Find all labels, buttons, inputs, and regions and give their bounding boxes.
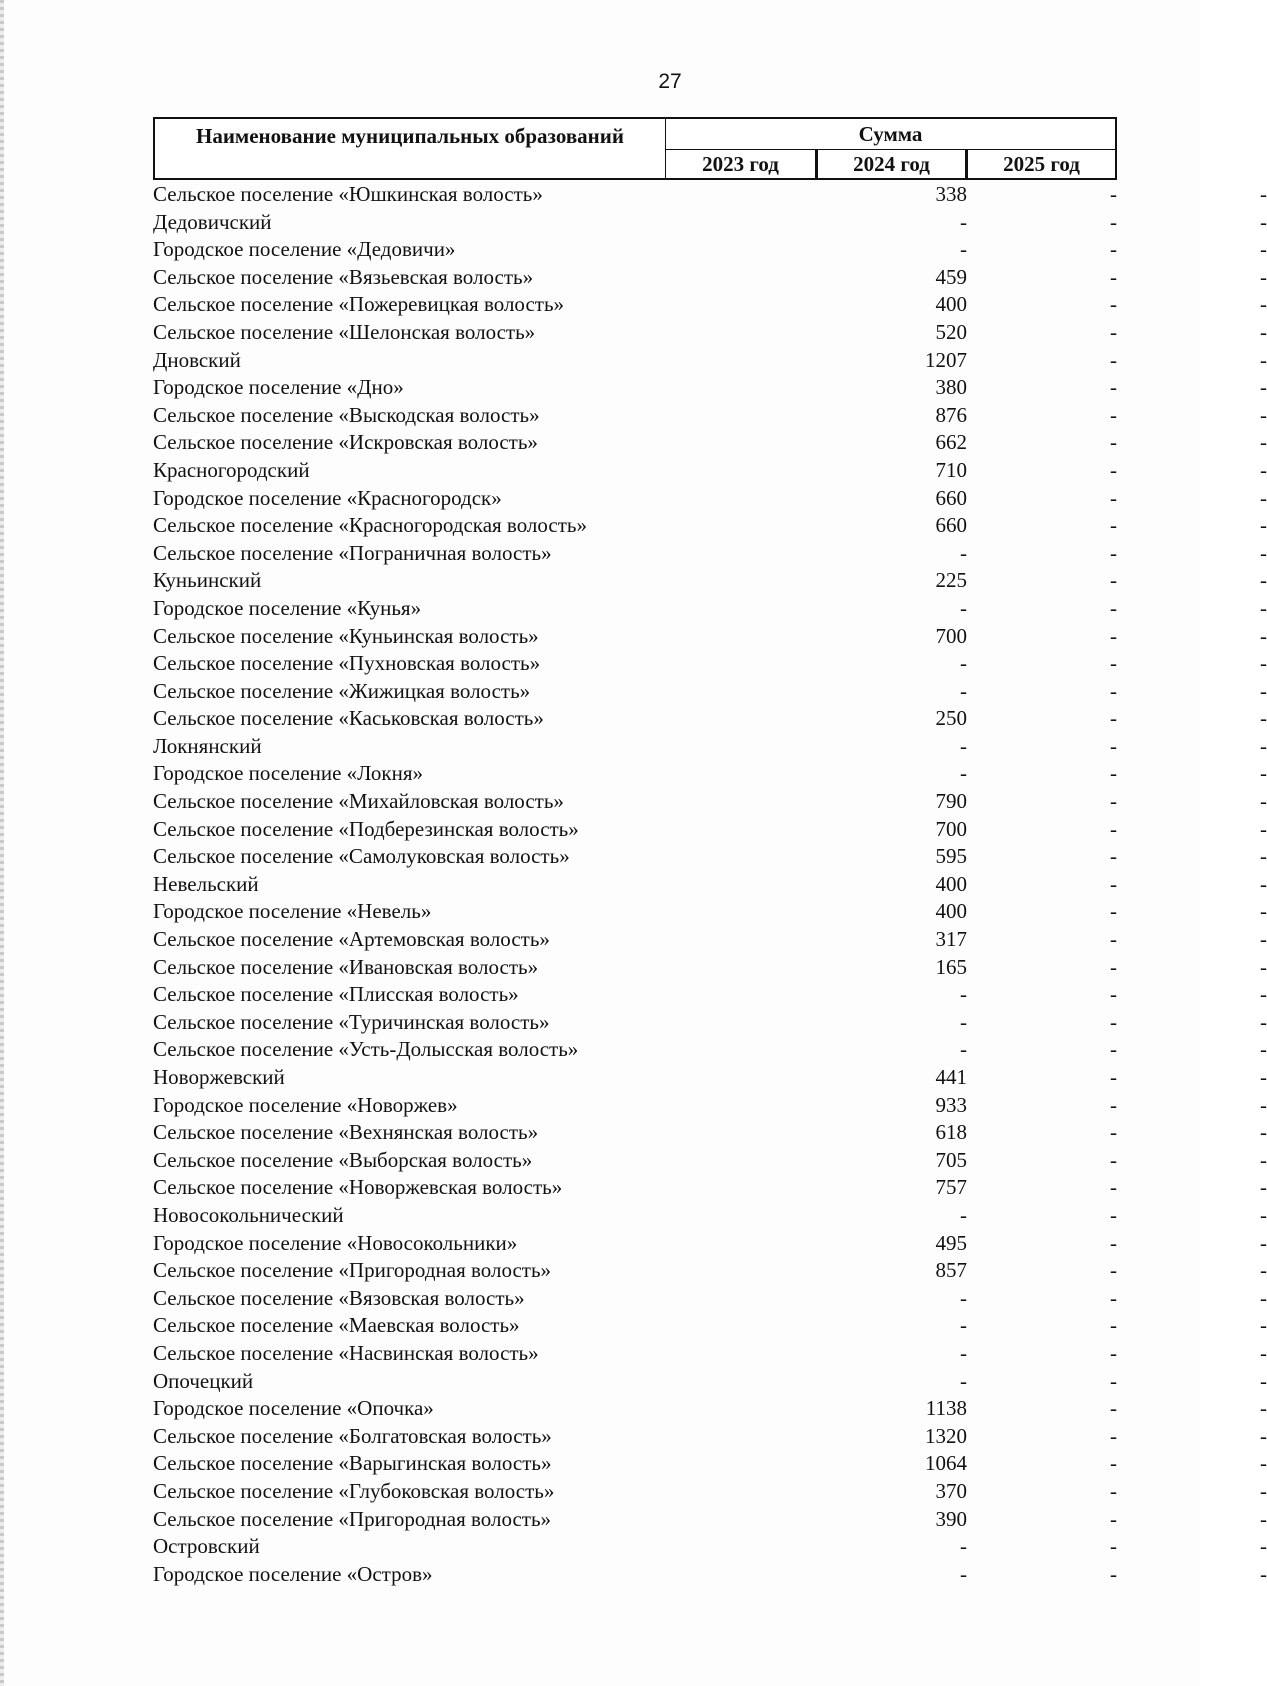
table-row (153, 788, 1267, 816)
value-2024: - (1110, 1092, 1117, 1117)
value-2025: - (1260, 209, 1267, 234)
value-2024: - (1110, 1534, 1117, 1559)
value-2023: 857 (935, 1258, 967, 1283)
value-2023: - (960, 651, 967, 676)
scan-edge (0, 0, 4, 1686)
value-2025: - (1260, 1147, 1267, 1172)
value-2023: 338 (935, 182, 967, 206)
value-2024: - (1110, 319, 1117, 344)
value-2024: - (1110, 871, 1117, 896)
value-2024: - (1110, 264, 1117, 289)
value-2024: - (1110, 1313, 1117, 1338)
table-row (153, 705, 1267, 733)
value-2024: - (1110, 844, 1117, 869)
value-2023: 400 (935, 292, 967, 317)
value-2025: - (1260, 871, 1267, 896)
value-2024: - (1110, 761, 1117, 786)
municipality-name: Невельский (153, 871, 259, 896)
value-2024: - (1110, 292, 1117, 317)
value-2023: - (960, 1202, 967, 1227)
value-2023: - (960, 1313, 967, 1338)
municipality-name: Сельское поселение «Пограничная волость» (153, 540, 552, 565)
value-2024: - (1110, 1230, 1117, 1255)
table-row (153, 1561, 1267, 1589)
value-2023: 757 (935, 1175, 967, 1200)
value-2024: - (1110, 1423, 1117, 1448)
value-2023: 705 (935, 1147, 967, 1172)
table-row (153, 181, 1267, 209)
table-row (153, 954, 1267, 982)
table-row (153, 1312, 1267, 1340)
value-2025: - (1260, 1202, 1267, 1227)
value-2025: - (1260, 1285, 1267, 1310)
value-2023: 710 (935, 457, 967, 482)
header-sum-column: Сумма (665, 117, 1117, 150)
header-year-2024: 2024 год (816, 149, 967, 180)
value-2023: - (960, 1285, 967, 1310)
value-2025: - (1260, 623, 1267, 648)
table-row (153, 760, 1267, 788)
table-row (153, 816, 1267, 844)
value-2023: - (960, 1340, 967, 1365)
value-2024: - (1110, 927, 1117, 952)
value-2024: - (1110, 899, 1117, 924)
value-2025: - (1260, 927, 1267, 952)
municipality-name: Сельское поселение «Маевская волость» (153, 1313, 520, 1338)
value-2023: 660 (935, 513, 967, 538)
municipality-name: Сельское поселение «Пригородная волость» (153, 1258, 552, 1283)
municipality-name: Сельское поселение «Подберезинская волость» (153, 816, 579, 841)
table-row (153, 512, 1267, 540)
municipality-name: Сельское поселение «Куньинская волость» (153, 623, 539, 648)
value-2024: - (1110, 1147, 1117, 1172)
value-2024: - (1110, 513, 1117, 538)
value-2025: - (1260, 1423, 1267, 1448)
table-row (153, 264, 1267, 292)
table-row (153, 843, 1267, 871)
value-2023: 165 (935, 954, 967, 979)
value-2025: - (1260, 513, 1267, 538)
value-2023: - (960, 982, 967, 1007)
value-2024: - (1110, 1478, 1117, 1503)
value-2023: 400 (935, 899, 967, 924)
municipality-name: Сельское поселение «Шелонская волость» (153, 319, 536, 344)
value-2023: 380 (935, 375, 967, 400)
table-row (153, 485, 1267, 513)
value-2023: 790 (935, 789, 967, 814)
value-2024: - (1110, 706, 1117, 731)
value-2025: - (1260, 1175, 1267, 1200)
table-row (153, 1064, 1267, 1092)
value-2025: - (1260, 1396, 1267, 1421)
value-2025: - (1260, 982, 1267, 1007)
value-2025: - (1260, 1451, 1267, 1476)
municipality-name: Городское поселение «Красногородск» (153, 485, 502, 510)
value-2023: 400 (935, 871, 967, 896)
municipality-name: Сельское поселение «Насвинская волость» (153, 1340, 539, 1365)
table-body (153, 181, 1267, 1588)
table-row (153, 981, 1267, 1009)
value-2025: - (1260, 540, 1267, 565)
value-2024: - (1110, 1506, 1117, 1531)
municipality-name: Дновский (153, 347, 241, 372)
value-2023: 520 (935, 319, 967, 344)
value-2023: - (960, 678, 967, 703)
municipality-name: Сельское поселение «Новоржевская волость» (153, 1175, 563, 1200)
value-2024: - (1110, 1065, 1117, 1089)
municipality-name: Сельское поселение «Варыгинская волость» (153, 1451, 552, 1476)
value-2024: - (1110, 1258, 1117, 1283)
table-row (153, 1506, 1267, 1534)
table-row (153, 678, 1267, 706)
value-2025: - (1260, 237, 1267, 262)
table-row (153, 1368, 1267, 1396)
value-2024: - (1110, 375, 1117, 400)
value-2025: - (1260, 1340, 1267, 1365)
value-2023: - (960, 540, 967, 565)
header-name-column: Наименование муниципальных образований (153, 117, 666, 180)
municipality-name: Городское поселение «Кунья» (153, 595, 422, 620)
value-2024: - (1110, 651, 1117, 676)
value-2025: - (1260, 292, 1267, 317)
value-2024: - (1110, 237, 1117, 262)
value-2023: - (960, 237, 967, 262)
value-2023: 441 (935, 1065, 967, 1089)
table-row (153, 1450, 1267, 1478)
table-row (153, 926, 1267, 954)
municipality-name: Сельское поселение «Пригородная волость» (153, 1506, 552, 1531)
table-row (153, 1423, 1267, 1451)
value-2025: - (1260, 1506, 1267, 1531)
table-row (153, 1202, 1267, 1230)
value-2024: - (1110, 1340, 1117, 1365)
value-2023: - (960, 761, 967, 786)
value-2025: - (1260, 844, 1267, 869)
value-2024: - (1110, 485, 1117, 510)
table-row (153, 1092, 1267, 1120)
municipality-name: Куньинский (153, 568, 262, 593)
municipality-name: Сельское поселение «Ивановская волость» (153, 954, 539, 979)
value-2025: - (1260, 761, 1267, 786)
value-2025: - (1260, 954, 1267, 979)
table-row (153, 1009, 1267, 1037)
table-row (153, 898, 1267, 926)
municipality-name: Сельское поселение «Вязьевская волость» (153, 264, 534, 289)
municipality-name: Локнянский (153, 733, 262, 758)
table-row (153, 871, 1267, 899)
value-2025: - (1260, 1534, 1267, 1559)
table-row (153, 1533, 1267, 1561)
table-row (153, 209, 1267, 237)
value-2023: 459 (935, 264, 967, 289)
value-2023: 595 (935, 844, 967, 869)
municipality-name: Новоржевский (153, 1065, 285, 1089)
municipality-name: Городское поселение «Локня» (153, 761, 423, 786)
value-2024: - (1110, 678, 1117, 703)
municipality-name: Сельское поселение «Артемовская волость» (153, 927, 550, 952)
value-2024: - (1110, 457, 1117, 482)
municipality-name: Сельское поселение «Болгатовская волость» (153, 1423, 552, 1448)
value-2025: - (1260, 1120, 1267, 1145)
value-2024: - (1110, 623, 1117, 648)
table-row (153, 595, 1267, 623)
table-row (153, 236, 1267, 264)
table-row (153, 1478, 1267, 1506)
value-2023: - (960, 1561, 967, 1586)
value-2024: - (1110, 1175, 1117, 1200)
value-2024: - (1110, 347, 1117, 372)
table-row (153, 402, 1267, 430)
table-row (153, 1340, 1267, 1368)
value-2023: 1138 (925, 1396, 967, 1421)
value-2024: - (1110, 568, 1117, 593)
municipality-name: Сельское поселение «Самолуковская волость» (153, 844, 570, 869)
municipality-name: Городское поселение «Опочка» (153, 1396, 434, 1421)
value-2025: - (1260, 457, 1267, 482)
municipality-name: Сельское поселение «Пожеревицкая волость» (153, 292, 565, 317)
value-2025: - (1260, 595, 1267, 620)
value-2024: - (1110, 1285, 1117, 1310)
value-2025: - (1260, 789, 1267, 814)
value-2025: - (1260, 1009, 1267, 1034)
page-number: 27 (658, 70, 682, 93)
value-2025: - (1260, 347, 1267, 372)
table-row (153, 1147, 1267, 1175)
value-2024: - (1110, 733, 1117, 758)
value-2023: - (960, 1037, 967, 1062)
value-2023: 495 (935, 1230, 967, 1255)
value-2024: - (1110, 1396, 1117, 1421)
value-2025: - (1260, 182, 1267, 206)
table-row (153, 1036, 1267, 1064)
value-2025: - (1260, 678, 1267, 703)
municipality-name: Городское поселение «Дно» (153, 375, 404, 400)
value-2024: - (1110, 1561, 1117, 1586)
table-row (153, 429, 1267, 457)
value-2025: - (1260, 1092, 1267, 1117)
table-row (153, 347, 1267, 375)
value-2025: - (1260, 1368, 1267, 1393)
value-2024: - (1110, 954, 1117, 979)
municipality-name: Сельское поселение «Искровская волость» (153, 430, 538, 455)
value-2024: - (1110, 1120, 1117, 1145)
value-2025: - (1260, 1065, 1267, 1089)
value-2024: - (1110, 209, 1117, 234)
value-2024: - (1110, 1451, 1117, 1476)
value-2023: 660 (935, 485, 967, 510)
value-2024: - (1110, 982, 1117, 1007)
value-2024: - (1110, 595, 1117, 620)
municipality-name: Сельское поселение «Пухновская волость» (153, 651, 541, 676)
value-2023: - (960, 733, 967, 758)
value-2025: - (1260, 706, 1267, 731)
value-2024: - (1110, 1009, 1117, 1034)
value-2025: - (1260, 430, 1267, 455)
municipality-name: Сельское поселение «Выборская волость» (153, 1147, 533, 1172)
value-2025: - (1260, 1313, 1267, 1338)
municipality-name: Сельское поселение «Михайловская волость» (153, 789, 564, 814)
municipality-name: Опочецкий (153, 1368, 254, 1393)
value-2024: - (1110, 789, 1117, 814)
value-2025: - (1260, 1258, 1267, 1283)
value-2025: - (1260, 733, 1267, 758)
municipality-name: Сельское поселение «Каськовская волость» (153, 706, 544, 731)
value-2025: - (1260, 899, 1267, 924)
value-2023: 933 (935, 1092, 967, 1117)
value-2025: - (1260, 568, 1267, 593)
value-2024: - (1110, 816, 1117, 841)
municipality-name: Дедовичский (153, 209, 272, 234)
value-2025: - (1260, 1230, 1267, 1255)
municipality-name: Новосокольнический (153, 1202, 344, 1227)
value-2024: - (1110, 540, 1117, 565)
municipality-name: Сельское поселение «Выскодская волость» (153, 402, 540, 427)
value-2025: - (1260, 264, 1267, 289)
value-2023: 225 (935, 568, 967, 593)
value-2024: - (1110, 430, 1117, 455)
municipality-name: Сельское поселение «Жижицкая волость» (153, 678, 531, 703)
value-2025: - (1260, 1037, 1267, 1062)
table-row (153, 1257, 1267, 1285)
value-2023: 662 (935, 430, 967, 455)
header-year-2025: 2025 год (966, 149, 1117, 180)
table-row (153, 1174, 1267, 1202)
value-2024: - (1110, 1368, 1117, 1393)
municipality-name: Красногородский (153, 457, 310, 482)
municipality-name: Сельское поселение «Глубоковская волость» (153, 1478, 555, 1503)
municipality-name: Городское поселение «Новосокольники» (153, 1230, 518, 1255)
value-2023: - (960, 1009, 967, 1034)
value-2023: 1320 (925, 1423, 967, 1448)
value-2023: 700 (935, 816, 967, 841)
municipality-name: Островский (153, 1534, 260, 1559)
table-row (153, 1285, 1267, 1313)
value-2025: - (1260, 1561, 1267, 1586)
table-row (153, 733, 1267, 761)
value-2025: - (1260, 1478, 1267, 1503)
value-2023: 700 (935, 623, 967, 648)
table-row (153, 1119, 1267, 1147)
value-2023: 618 (935, 1120, 967, 1145)
municipality-name: Городское поселение «Новоржев» (153, 1092, 458, 1117)
value-2025: - (1260, 319, 1267, 344)
value-2023: 1207 (925, 347, 967, 372)
value-2023: - (960, 595, 967, 620)
municipality-name: Городское поселение «Дедовичи» (153, 237, 456, 262)
value-2024: - (1110, 182, 1117, 206)
value-2025: - (1260, 651, 1267, 676)
municipality-name: Городское поселение «Остров» (153, 1561, 433, 1586)
header-year-2023: 2023 год (665, 149, 817, 180)
municipality-name: Сельское поселение «Вязовская волость» (153, 1285, 525, 1310)
value-2023: - (960, 209, 967, 234)
table-row (153, 1395, 1267, 1423)
value-2024: - (1110, 1202, 1117, 1227)
table-row (153, 1230, 1267, 1258)
municipality-name: Сельское поселение «Вехнянская волость» (153, 1120, 539, 1145)
value-2024: - (1110, 402, 1117, 427)
value-2023: - (960, 1368, 967, 1393)
value-2023: 250 (935, 706, 967, 731)
value-2025: - (1260, 816, 1267, 841)
municipality-name: Сельское поселение «Юшкинская волость» (153, 182, 543, 206)
value-2023: 1064 (925, 1451, 967, 1476)
municipality-name: Сельское поселение «Усть-Долысская волость» (153, 1037, 579, 1062)
value-2023: 370 (935, 1478, 967, 1503)
table-row (153, 291, 1267, 319)
value-2023: - (960, 1534, 967, 1559)
municipality-name: Сельское поселение «Туричинская волость» (153, 1009, 550, 1034)
table-row (153, 623, 1267, 651)
table-row (153, 650, 1267, 678)
municipality-name: Сельское поселение «Плисская волость» (153, 982, 519, 1007)
table-row (153, 319, 1267, 347)
value-2023: 390 (935, 1506, 967, 1531)
table-row (153, 540, 1267, 568)
value-2024: - (1110, 1037, 1117, 1062)
municipality-name: Сельское поселение «Красногородская волость» (153, 513, 587, 538)
value-2023: 317 (935, 927, 967, 952)
table-row (153, 374, 1267, 402)
value-2025: - (1260, 402, 1267, 427)
table-row (153, 457, 1267, 485)
value-2025: - (1260, 375, 1267, 400)
table-row (153, 567, 1267, 595)
municipality-name: Городское поселение «Невель» (153, 899, 432, 924)
value-2025: - (1260, 485, 1267, 510)
value-2023: 876 (935, 402, 967, 427)
